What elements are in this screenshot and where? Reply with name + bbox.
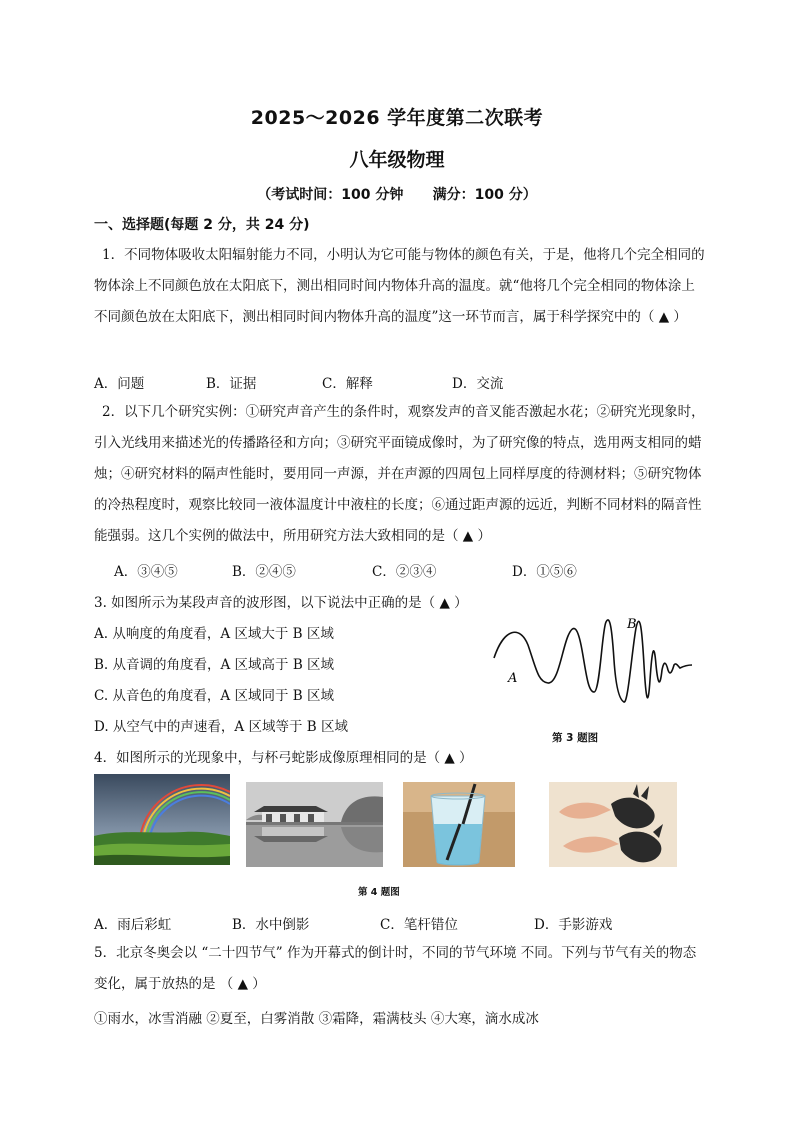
q1-option-b: B．证据 — [206, 376, 257, 392]
q4-option-c: C．笔杆错位 — [380, 917, 458, 933]
q1-option-d: D．交流 — [452, 376, 504, 392]
pen-in-water-photo — [403, 782, 515, 867]
reflection-photo — [246, 782, 383, 867]
exam-meta: （考试时间：100 分钟 满分：100 分） — [257, 187, 537, 203]
question-4-options — [94, 913, 612, 933]
hand-shadow-photo — [549, 782, 677, 867]
sound-waveform — [494, 620, 692, 702]
q3-waveform-figure — [488, 610, 698, 720]
exam-title: 2025～2026 学年度第二次联考 — [250, 107, 544, 129]
question-4-stem: 4．如图所示的光现象中，与杯弓蛇影成像原理相同的是（ ▲ ） — [94, 750, 473, 766]
q3-caption: 第 3 题图 — [552, 732, 599, 744]
section-title: 一、选择题(每题 2 分，共 24 分) — [94, 217, 310, 233]
q4-option-a: A．雨后彩虹 — [94, 917, 172, 933]
q1-option-a: A．问题 — [94, 376, 145, 392]
q3-option-c: C. 从音色的角度看，A 区域同于 B 区域 — [94, 688, 334, 704]
q1-option-c: C．解释 — [322, 376, 373, 392]
question-2-stem: 2．以下几个研究实例：①研究声音产生的条件时，观察发声的音叉能否激起水花；②研究光现象时，引入光线用来描述光的传播路径和方向；③研究平面镜成像时，为了研究像的特点，选用两支相同的蜡烛；④研究材料的隔声性能时，要用同一声源，并在声源的四周包上同样厚度的待测材料；⑤研究物体的冷热程度时，观察比较同一液体温度计中液柱的长度；⑥通过距声源的远近，判断不同材料的隔音性能强弱。这几个实例的做法中，所用研究方法大致相同的是（ ▲ ） — [94, 404, 705, 544]
question-3-stem: 3. 如图所示为某段声音的波形图，以下说法中正确的是（ ▲ ） — [94, 595, 468, 611]
q2-option-b: B．②④⑤ — [232, 564, 296, 580]
question-1-stem: 1．不同物体吸收太阳辐射能力不同，小明认为它可能与物体的颜色有关，于是，他将几个完全相同的物体涂上不同颜色放在太阳底下，测出相同时间内物体升高的温度。就“他将几个完全相同的物体涂上不同颜色放在太阳底下，测出相同时间内物体升高的温度”这一环节而言，属于科学探究中的（ ▲ ） — [94, 247, 705, 325]
q3-option-b: B. 从音调的角度看，A 区域高于 B 区域 — [94, 657, 335, 673]
question-1-options — [94, 372, 503, 392]
wave-label-b: B — [627, 617, 637, 632]
q4-caption: 第 4 题图 — [358, 887, 400, 898]
q3-option-a: A. 从响度的角度看，A 区域大于 B 区域 — [94, 626, 334, 642]
q4-option-d: D．手影游戏 — [534, 917, 613, 933]
q2-option-a: A．③④⑤ — [114, 564, 178, 580]
q4-option-b: B．水中倒影 — [232, 917, 310, 933]
wave-label-a: A — [508, 671, 518, 686]
q2-option-c: C．②③④ — [372, 564, 437, 580]
q3-option-d: D. 从空气中的声速看，A 区域等于 B 区域 — [94, 719, 348, 735]
question-2-options — [114, 560, 577, 580]
question-5-items: ①雨水，冰雪消融 ②夏至，白雾消散 ③霜降，霜满枝头 ④大寒，滴水成冰 — [94, 1011, 539, 1027]
q2-option-d: D．①⑤⑥ — [512, 564, 577, 580]
exam-subject: 八年级物理 — [349, 149, 445, 171]
question-5-stem: 5．北京冬奥会以 “二十四节气” 作为开幕式的倒计时，不同的节气环境 不同。下列与节气有关的物态变化，属于放热的是 （ ▲ ） — [94, 945, 697, 992]
rainbow-photo — [94, 774, 230, 865]
